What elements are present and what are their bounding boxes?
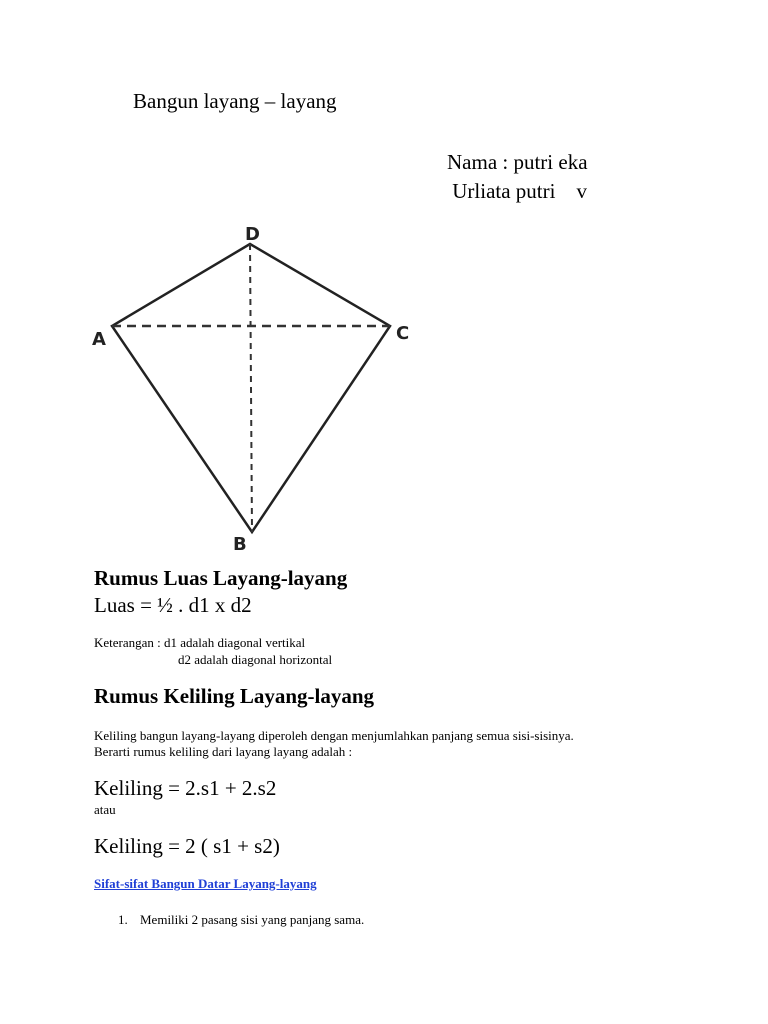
author-name-line-2: Urliata putri v: [447, 179, 587, 203]
list-item-text: Memiliki 2 pasang sisi yang panjang sama.: [140, 912, 365, 927]
vertex-label-a: A: [92, 329, 106, 350]
keterangan-line-2: d2 adalah diagonal horizontal: [178, 652, 333, 667]
keliling-paragraph-2: Berarti rumus keliling dari layang layang adalah :: [94, 744, 353, 759]
diagonal-vertical: [250, 244, 252, 532]
keterangan-line-1: Keterangan : d1 adalah diagonal vertikal: [94, 635, 306, 650]
vertex-label-c: C: [396, 323, 410, 344]
keliling-paragraph-1: Keliling bangun layang-layang diperoleh dengan menjumlahkan panjang semua sisi-sisinya.: [94, 728, 574, 743]
page-title: Bangun layang – layang: [133, 89, 337, 113]
atau-text: atau: [94, 802, 116, 817]
sifat-link[interactable]: Sifat-sifat Bangun Datar Layang-layang: [94, 876, 317, 891]
keliling-formula-1: Keliling = 2.s1 + 2.s2: [94, 776, 277, 800]
kite-diagram: [88, 218, 418, 558]
luas-heading: Rumus Luas Layang-layang: [94, 566, 348, 590]
keliling-formula-2: Keliling = 2 ( s1 + s2): [94, 834, 280, 858]
author-name-line-1: Nama : putri eka: [447, 150, 588, 174]
vertex-label-d: D: [245, 224, 260, 245]
list-item-number: 1.: [118, 912, 128, 927]
vertex-label-b: B: [233, 534, 247, 555]
luas-formula: Luas = ½ . d1 x d2: [94, 593, 252, 617]
keliling-heading: Rumus Keliling Layang-layang: [94, 684, 375, 708]
